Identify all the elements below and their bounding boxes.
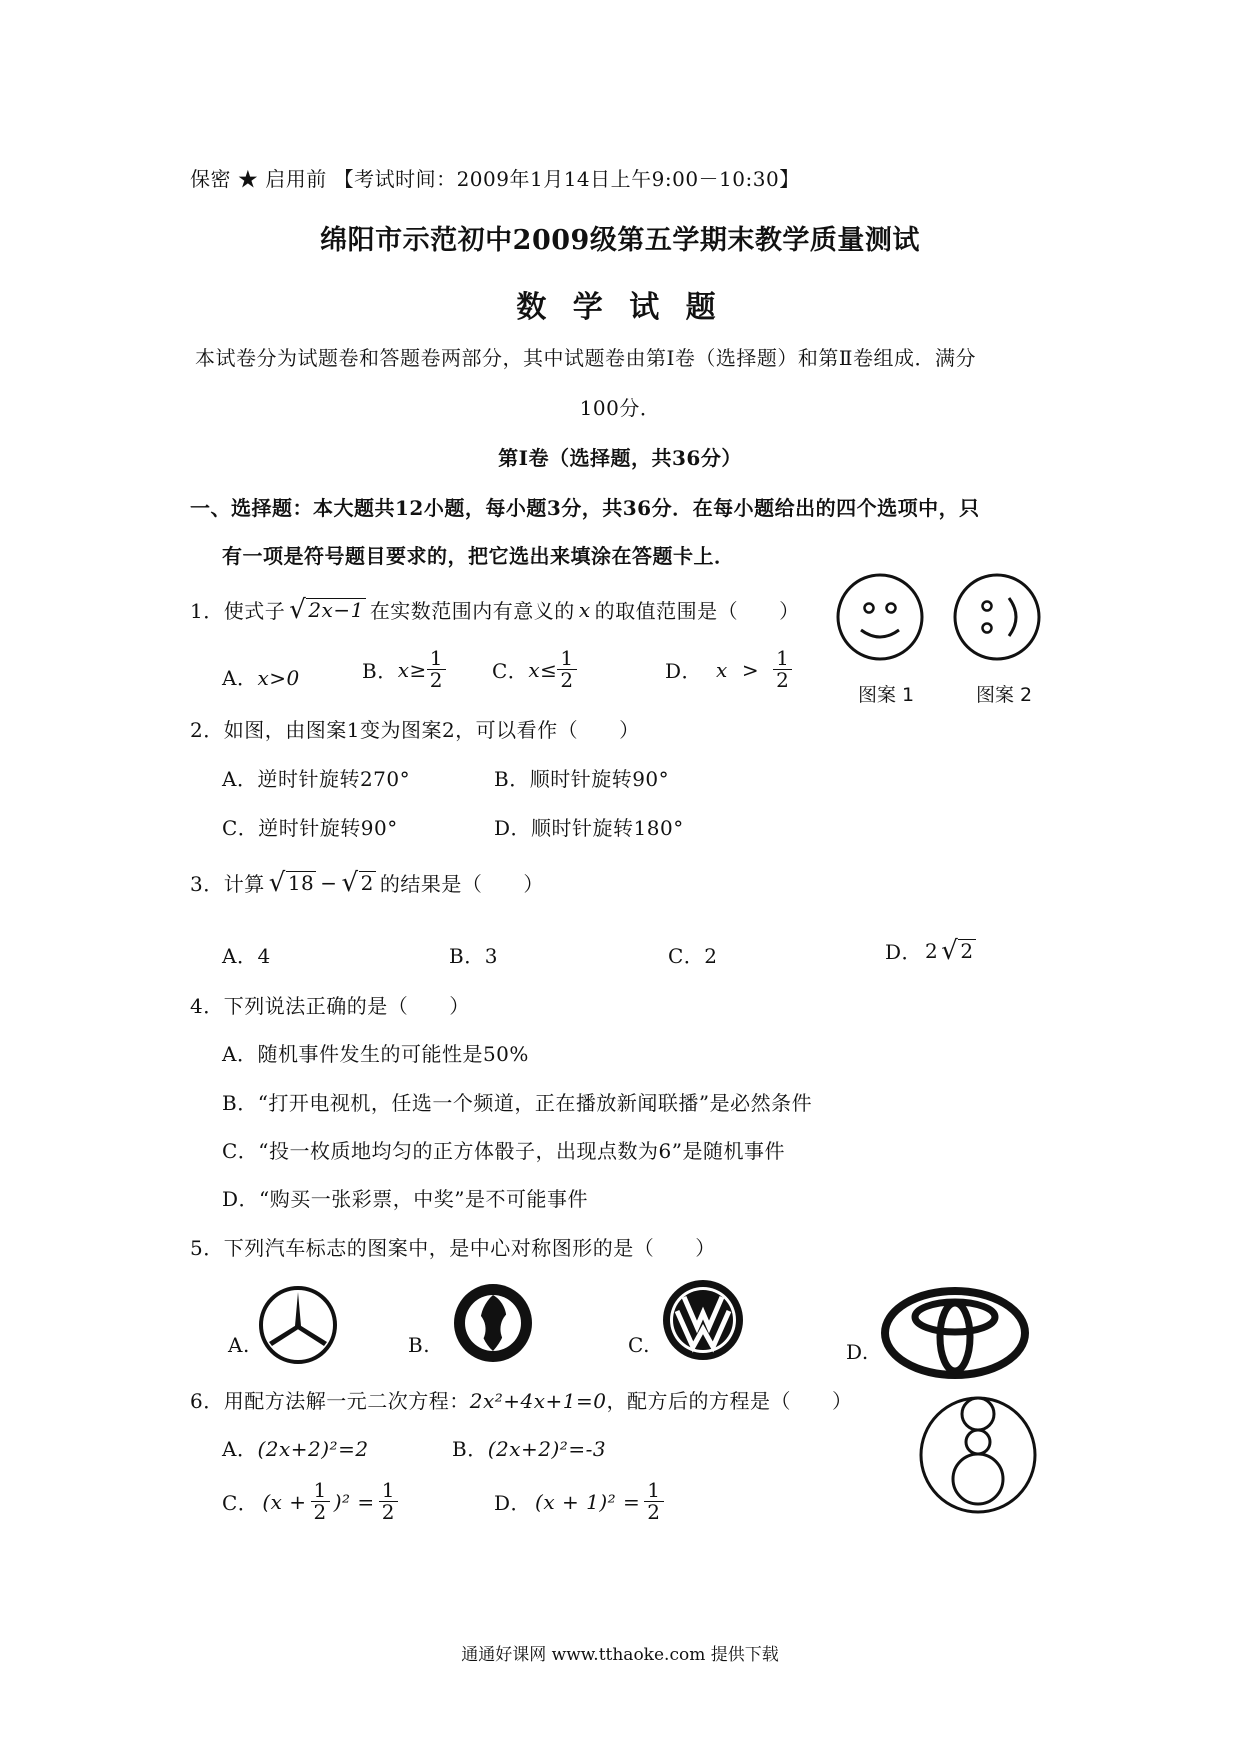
q6-equation: 2x²+4x+1=0 [469, 1389, 607, 1413]
q6-option-d-label: D． [494, 1491, 532, 1515]
q1-option-c [492, 648, 577, 691]
q1-option-d-fraction [773, 648, 792, 691]
q1-c-num: 1 [557, 648, 576, 670]
q6-option-c-fraction-1 [311, 1480, 330, 1523]
page-footer: 通通好课网 www.tthaoke.com 提供下载 [461, 1645, 779, 1665]
q3-option-d [885, 936, 976, 965]
q3-option-b: B．3 [449, 944, 498, 968]
q3-option-d-label: D． [885, 940, 923, 964]
q6-option-b [452, 1433, 606, 1462]
q1-option-a-label: A． [222, 666, 258, 690]
q6-option-c-lhs: (x + [262, 1489, 307, 1514]
q6-d-num: 1 [644, 1480, 663, 1502]
q1-b-num: 1 [427, 648, 446, 670]
q1-option-b [362, 648, 446, 691]
question-5-stem: 5．下列汽车标志的图案中，是中心对称图形的是（ ） [190, 1236, 716, 1260]
exam-subtitle: 数 学 试 题 [516, 290, 724, 325]
q1-b-den: 2 [429, 668, 443, 692]
q3-radical-2: √ 2 [341, 867, 374, 898]
dongfeng-logo-icon [450, 1280, 536, 1366]
q6-c-den-2: 2 [381, 1500, 395, 1524]
q6-option-b-text: (2x+2)²=-3 [487, 1437, 607, 1461]
q2-option-b: B．顺时针旋转90° [494, 767, 670, 791]
q1-d-num: 1 [773, 648, 792, 670]
q1-option-c-var: x≤ [528, 657, 558, 682]
q1-option-c-fraction [557, 648, 576, 691]
nested-circles-figure [918, 1392, 1038, 1518]
q1-text: 在实数范围内有意义的 [369, 599, 575, 623]
q6-option-c-fraction-2 [379, 1480, 398, 1523]
q1-prefix: 1．使式子 [190, 599, 286, 623]
question-3-stem [190, 868, 544, 897]
q4-option-d: D．“购买一张彩票，中奖”是不可能事件 [222, 1187, 588, 1211]
q4-option-a: A．随机事件发生的可能性是50% [222, 1042, 529, 1066]
pattern-2-label: 图案 2 [976, 684, 1033, 706]
q1-radical: √ 2x−1 [289, 594, 364, 625]
q6-option-c-label: C． [222, 1491, 259, 1515]
q1-option-a-text: x>0 [257, 666, 300, 690]
q6-option-c [222, 1480, 398, 1523]
q6-option-c-mid: )² = [333, 1489, 375, 1514]
q6-c-den-1: 2 [313, 1500, 327, 1524]
intro-line-2: 100分． [579, 396, 661, 420]
volkswagen-logo-icon [660, 1277, 746, 1363]
q6-option-a-label: A． [222, 1437, 258, 1461]
section-heading: 第Ⅰ卷（选择题，共36分） [498, 446, 742, 470]
q6-option-d-lhs: (x + 1)² = [535, 1489, 641, 1514]
question-1-stem [190, 595, 800, 624]
q6-d-den: 2 [647, 1500, 661, 1524]
q1-option-d-op: > [741, 657, 760, 682]
q1-option-b-fraction [427, 648, 446, 691]
q1-option-c-label: C． [492, 659, 529, 683]
q5-option-b-label: B. [408, 1333, 431, 1357]
q6-c-num-1: 1 [311, 1480, 330, 1502]
part1-instructions-line-2: 有一项是符号题目要求的，把它选出来填涂在答题卡上． [222, 544, 735, 568]
intro-line-1: 本试卷分为试题卷和答题卷两部分，其中试题卷由第Ⅰ卷（选择题）和第Ⅱ卷组成．满分 [195, 346, 976, 370]
q1-radicand: 2x−1 [308, 597, 364, 622]
pattern-1-smiley-icon [838, 575, 922, 659]
q4-option-b: B．“打开电视机，任选一个频道，正在播放新闻联播”是必然条件 [222, 1091, 813, 1115]
q6-c-num-2: 1 [379, 1480, 398, 1502]
question-6-stem [190, 1385, 852, 1414]
q3-option-d-radicand: 2 [960, 938, 974, 963]
q1-option-d-label: D． [665, 659, 703, 683]
part1-instructions-line-1: 一、选择题：本大题共12小题，每小题3分，共36分．在每小题给出的四个选项中，只 [190, 496, 980, 520]
q2-option-d: D．顺时针旋转180° [494, 816, 684, 840]
q3-prefix: 3．计算 [190, 872, 265, 896]
q2-option-c: C．逆时针旋转90° [222, 816, 398, 840]
q1-option-d-var: x [716, 657, 728, 682]
q1-d-den: 2 [776, 668, 790, 692]
q1-option-a [222, 662, 300, 691]
q1-variable: x [578, 597, 591, 622]
q3-option-c: C．2 [668, 944, 718, 968]
toyota-logo-icon [880, 1285, 1030, 1381]
pattern-2-rotated-smiley-icon [955, 575, 1039, 659]
q2-option-a: A．逆时针旋转270° [222, 767, 411, 791]
q5-option-d-label: D. [846, 1340, 869, 1364]
q1-text-end: 的取值范围是（ ） [594, 599, 800, 623]
mercedes-logo-icon [257, 1284, 339, 1366]
q1-option-b-var: x≥ [397, 657, 427, 682]
q6-prefix: 6．用配方法解一元二次方程： [190, 1389, 470, 1413]
q6-option-b-label: B． [452, 1437, 488, 1461]
q6-option-d [494, 1480, 664, 1523]
q4-option-c: C．“投一枚质地均匀的正方体骰子，出现点数为6”是随机事件 [222, 1139, 785, 1163]
q3-option-d-radical: √ 2 [941, 935, 974, 966]
q3-radicand-1: 18 [287, 870, 315, 895]
question-2-stem: 2．如图，由图案1变为图案2，可以看作（ ） [190, 718, 640, 742]
q3-text: 的结果是（ ） [379, 872, 544, 896]
q5-option-a-label: A. [228, 1333, 250, 1357]
q6-option-d-fraction [644, 1480, 663, 1523]
q6-option-a-text: (2x+2)²=2 [257, 1437, 369, 1461]
q3-option-d-coef: 2 [925, 938, 939, 963]
pattern-1-label: 图案 1 [858, 684, 915, 706]
q3-minus: − [320, 870, 338, 895]
q6-option-a [222, 1433, 369, 1462]
q1-c-den: 2 [560, 668, 574, 692]
confidential-header: 保密 ★ 启用前 【考试时间：2009年1月14日上午9:00－10:30】 [190, 167, 800, 191]
q3-radicand-2: 2 [360, 870, 374, 895]
question-4-stem: 4．下列说法正确的是（ ） [190, 994, 470, 1018]
q1-option-d [665, 648, 792, 691]
q3-radical-1: √ 18 [268, 867, 315, 898]
exam-title: 绵阳市示范初中2009级第五学期末教学质量测试 [320, 225, 920, 256]
q3-option-a: A．4 [222, 944, 271, 968]
q5-option-c-label: C. [628, 1333, 650, 1357]
q6-text: ，配方后的方程是（ ） [606, 1389, 853, 1413]
q1-option-b-label: B． [362, 659, 398, 683]
smiley-patterns-figure [835, 572, 1055, 672]
